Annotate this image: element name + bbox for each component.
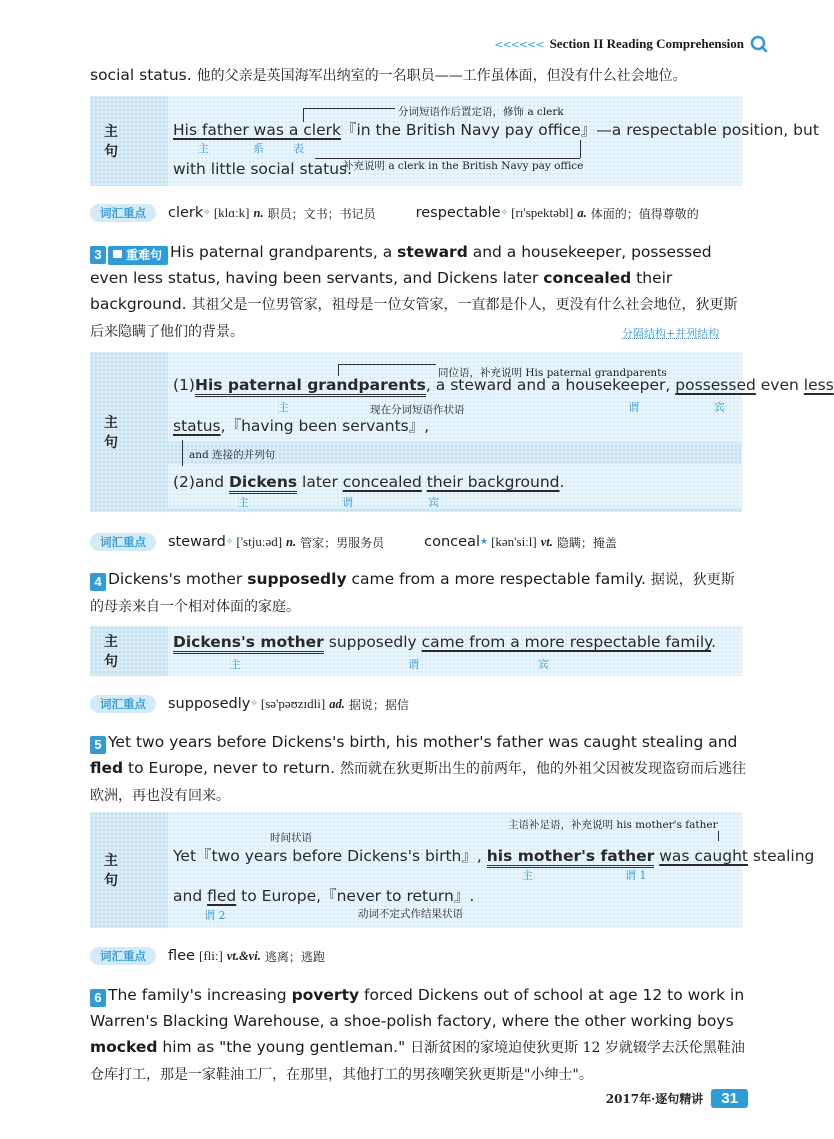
vocab-phonetic: ['stjuːəd] [236, 534, 283, 549]
gloss-verb-1: 谓 1 [625, 869, 647, 882]
vocab-row-2: 词汇重点 steward ✧ ['stjuːəd] n. 管家；男服务员 conceal ★ [kən'siːl] vt. 隐瞒；掩盖 [90, 531, 617, 553]
vocab-row-1: 词汇重点 clerk ✧ [klɑːk] n. 职员；文书；书记员 respectable ✧ [rɪ'spektəbl] a. 体面的；值得尊敬的 [90, 202, 699, 224]
sentence-line-2: and fled to Europe,『never to return』. [173, 887, 475, 905]
analysis-box-1 [90, 96, 819, 186]
vocab-pos: n. [253, 205, 264, 220]
paragraph-6: 6 The family's increasing poverty forced Dickens out of school at age 12 to work in Warren's Blacking Warehouse, a shoe-polish factory, where the other working boys mocked him as "the young gentleman." 日渐贫困的家境迫使狄更斯 12 岁就辍学去沃伦黑鞋油仓库打工，那是一家鞋油工厂，在那里，其他打工的男孩嘲笑狄更斯是"小绅士"。 [90, 986, 745, 1083]
analysis-box-3 [90, 626, 742, 676]
gloss-object: 宾 [714, 401, 725, 414]
vocab-definition: 体面的；值得尊敬的 [590, 206, 699, 221]
gloss-subject: 主 [230, 658, 241, 671]
gloss-link-verb: 系 [253, 142, 264, 155]
translation-cn: 其祖父是一位男管家，祖母是一位女管家，一直都是仆人，更没有什么社会地位，狄更斯后来隐瞒了他们的背景。 [90, 297, 738, 340]
vocab-pos: a. [577, 205, 587, 220]
vocab-badge: 词汇重点 [90, 204, 156, 222]
vocab-word: supposedly [168, 696, 251, 712]
box-label: 主 句 [104, 124, 134, 160]
vocab-phonetic: [kən'siːl] [491, 534, 537, 549]
footer-text: 2017年·逐句精讲 [605, 1092, 704, 1106]
object-2: their background [426, 473, 560, 491]
anno-subject-complement: 主语补足语，补充说明 his mother's father [508, 819, 718, 831]
analysis-box-2 [90, 352, 834, 512]
paragraph-5: 5 Yet two years before Dickens's birth, his mother's father was caught stealing and fled to Europe, never to return. 然而就在狄更斯出生的前两年，他的外祖父因被发现盗窃而后逃往欧洲，再也没有回来。 [90, 733, 746, 804]
and-connector [182, 440, 183, 466]
anno-participle: 现在分词短语作状语 [370, 404, 465, 416]
subject: his mother's father [487, 847, 655, 868]
box-label: 主 句 [104, 853, 134, 889]
box-label: 主 句 [104, 415, 134, 451]
vocab-word: flee [168, 948, 195, 964]
appositive: —a respectable position, but [596, 121, 819, 139]
anno-supplement: 补充说明 a clerk in the British Navy pay office [343, 160, 584, 172]
translation-cn: 据说，狄更斯的母亲来自一个相对体面的家庭。 [90, 572, 735, 615]
vocab-row-4 [90, 945, 325, 967]
vocab-word: conceal [424, 534, 480, 550]
anno-pointer [338, 364, 339, 376]
verb: came from [421, 633, 506, 651]
gloss-verb: 谓 [408, 658, 419, 671]
sentence-number: 4 [90, 573, 106, 591]
vocab-word: clerk [168, 205, 204, 221]
vocab-badge: 词汇重点 [90, 947, 156, 965]
analysis-box-4 [90, 812, 815, 928]
sentence-line-3: (2)and Dickens later concealed their background. [173, 473, 564, 491]
subj-verb-clerk: His father was a clerk [173, 121, 341, 139]
vocab-pos: ad. [329, 696, 345, 711]
magnifier-icon [750, 35, 768, 53]
box-label: 主 句 [104, 634, 134, 670]
page-number: 31 [711, 1089, 748, 1108]
anno-pointer [718, 831, 719, 841]
vocab-pos: n. [286, 534, 297, 549]
vocab-pos: vt. [540, 534, 553, 549]
gloss-verb-2: 谓 2 [204, 909, 226, 922]
gloss-predicative: 表 [293, 142, 304, 155]
object-cont: status [173, 417, 221, 435]
sentence-line-1: (1)His paternal grandparents, a steward and a housekeeper, possessed even less [173, 376, 834, 394]
verb-2: fled [207, 887, 237, 905]
gloss-verb-2: 谓 [342, 496, 353, 509]
sentence-number: 3 [90, 246, 106, 264]
sentence-line-2: with little social status. [173, 160, 353, 178]
anno-coordinate: and 连接的并列句 [189, 449, 276, 461]
vocab-definition: 逃离；逃跑 [264, 949, 325, 964]
sentence-line-1 [173, 118, 819, 140]
object: less [803, 376, 834, 394]
sentence-number: 6 [90, 989, 106, 1007]
vocab-phonetic: [rɪ'spektəbl] [511, 205, 574, 220]
vocab-badge: 词汇重点 [90, 533, 156, 551]
vocab-phonetic: [fliː] [198, 948, 223, 963]
vocab-row-3: 词汇重点 supposedly ✧ [sə'pəʊzɪdli] ad. 据说；据信 [90, 693, 409, 715]
paragraph-3: 3 重难句 His paternal grandparents, a steward and a housekeeper, possessed even less status, having been servants, and Dickens later concealed their background. 其祖父是一位男管家，祖母是一位女管家，一直都是仆人，更没有什么社会地位，狄更斯后来隐瞒了他们的背景。 [90, 243, 738, 340]
gloss-subject-2: 主 [238, 496, 249, 509]
vocab-definition: 隐瞒；掩盖 [556, 535, 617, 550]
difficult-sentence-tag: 重难句 [108, 246, 168, 265]
anno-line [338, 364, 436, 365]
verb: possessed [675, 376, 756, 394]
gloss-object-2: 宾 [428, 496, 439, 509]
anno-time: 时间状语 [270, 832, 312, 844]
vocab-badge: 词汇重点 [90, 695, 156, 713]
header-title: Section II Reading Comprehension [549, 36, 744, 51]
structure-note: 分隔结构+并列结构 [622, 327, 720, 340]
anno-appositive: 同位语，补充说明 His paternal grandparents [438, 367, 667, 379]
page-footer [606, 1089, 748, 1108]
anno-bracket-end [580, 140, 581, 158]
gloss-subject: 主 [278, 401, 289, 414]
sentence-number: 5 [90, 736, 106, 754]
vocab-word: respectable [415, 205, 501, 221]
translation-cn: 然而就在狄更斯出生的前两年，他的外祖父因被发现盗窃而后逃往欧洲，再也没有回来。 [90, 761, 746, 804]
vocab-phonetic: [klɑːk] [213, 205, 250, 220]
gloss-subject: 主 [198, 142, 209, 155]
paragraph-4: 4 Dickens's mother supposedly came from a more respectable family. 据说，狄更斯的母亲来自一个相对体面的家庭。 [90, 570, 735, 615]
intro-cn: 他的父亲是英国海军出纳室的一名职员——工作虽体面，但没有什么社会地位。 [196, 68, 687, 84]
participle-phrase: 『in the British Navy pay office』 [340, 121, 597, 139]
anno-participle: 分词短语作后置定语，修饰 a clerk [398, 106, 564, 118]
vocab-definition: 据说；据信 [348, 697, 409, 712]
vocab-definition: 职员；文书；书记员 [267, 206, 376, 221]
subject: His paternal grandparents [195, 376, 426, 397]
gloss-object: 宾 [538, 658, 549, 671]
subject: Dickens's mother [173, 633, 324, 654]
vocab-phonetic: [sə'pəʊzɪdli] [260, 696, 326, 711]
anno-infinitive: 动词不定式作结果状语 [358, 908, 463, 920]
anno-line [303, 108, 395, 109]
vocab-definition: 管家；男服务员 [300, 535, 385, 550]
subject-2: Dickens [229, 473, 297, 494]
sentence-line-2: status,『having been servants』, [173, 417, 430, 435]
gloss-subject: 主 [522, 869, 533, 882]
header-arrows: <<<<<< [494, 37, 544, 51]
gloss-verb: 谓 [628, 401, 639, 414]
intro-line [90, 62, 748, 89]
verb-2: concealed [342, 473, 422, 491]
intro-en: social status. [90, 66, 192, 84]
verb-1: was caught [659, 847, 748, 865]
translation-cn: 日渐贫困的家境迫使狄更斯 12 岁就辍学去沃伦黑鞋油仓库打工，那是一家鞋油工厂，在那里，其他打工的男孩嘲笑狄更斯是"小绅士"。 [90, 1040, 745, 1083]
vocab-pos: vt.&vi. [226, 948, 261, 963]
object: a more respectable family [505, 633, 712, 651]
sentence-line-1: Yet『two years before Dickens's birth』, his mother's father was caught stealing [173, 844, 814, 866]
running-header [494, 33, 768, 55]
vocab-word: steward [168, 534, 226, 550]
sentence-line: Dickens's mother supposedly came from a more respectable family. [173, 633, 716, 651]
